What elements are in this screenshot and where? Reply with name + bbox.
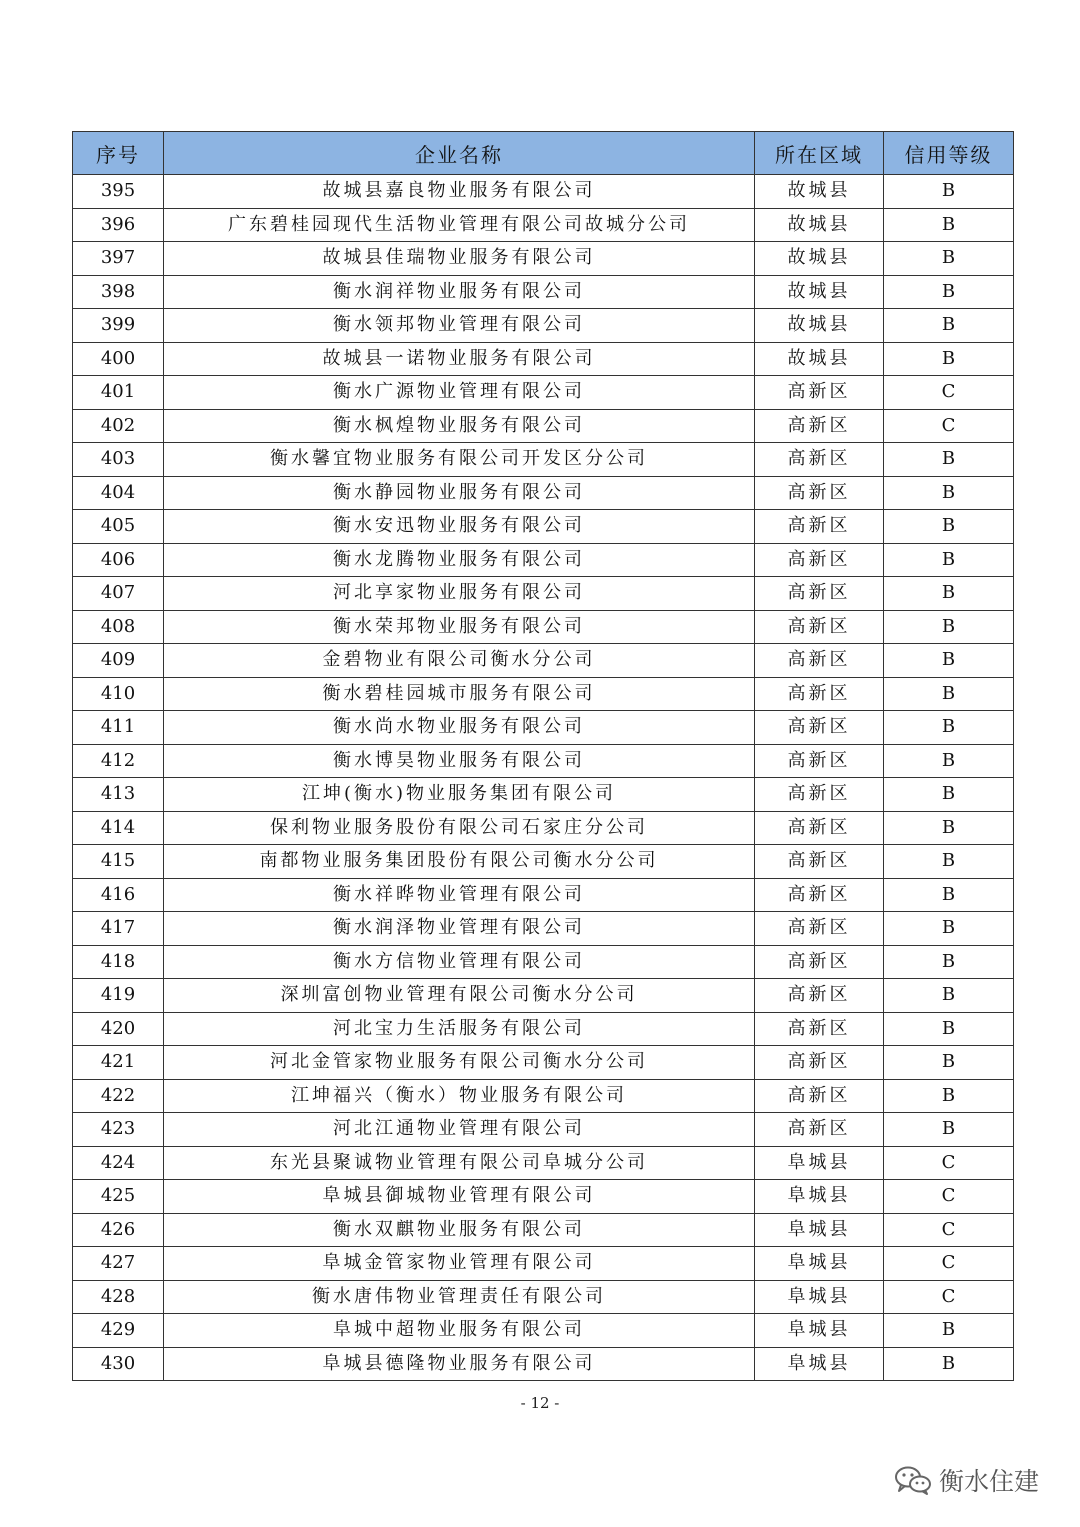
row-seq: 407 [73,577,164,611]
row-seq: 422 [73,1079,164,1113]
watermark-text: 衡水住建 [939,1467,1040,1496]
row-credit-grade: B [884,175,1014,209]
row-region: 高新区 [755,376,884,410]
row-company-name: 衡水润泽物业管理有限公司 [164,912,755,946]
row-credit-grade: B [884,610,1014,644]
row-region: 高新区 [755,845,884,879]
row-credit-grade: B [884,510,1014,544]
row-credit-grade: B [884,677,1014,711]
row-seq: 427 [73,1247,164,1281]
row-region: 高新区 [755,1113,884,1147]
row-company-name: 衡水龙腾物业服务有限公司 [164,543,755,577]
row-region: 高新区 [755,744,884,778]
row-company-name: 深圳富创物业管理有限公司衡水分公司 [164,979,755,1013]
row-company-name: 衡水安迅物业服务有限公司 [164,510,755,544]
row-seq: 426 [73,1213,164,1247]
row-region: 阜城县 [755,1280,884,1314]
row-seq: 423 [73,1113,164,1147]
table-row [73,409,1014,443]
row-region: 高新区 [755,409,884,443]
row-seq: 413 [73,778,164,812]
table-row [73,510,1014,544]
table-row [73,342,1014,376]
credit-rating-table [72,131,1014,1381]
row-credit-grade: B [884,577,1014,611]
row-seq: 425 [73,1180,164,1214]
row-company-name: 衡水广源物业管理有限公司 [164,376,755,410]
row-seq: 400 [73,342,164,376]
row-region: 阜城县 [755,1213,884,1247]
table-row [73,1146,1014,1180]
row-credit-grade: B [884,845,1014,879]
row-seq: 424 [73,1146,164,1180]
table-row [73,845,1014,879]
table-row [73,309,1014,343]
row-seq: 405 [73,510,164,544]
row-credit-grade: C [884,1280,1014,1314]
table-row [73,242,1014,276]
row-seq: 399 [73,309,164,343]
row-company-name: 江坤(衡水)物业服务集团有限公司 [164,778,755,812]
table-row [73,1314,1014,1348]
row-region: 故城县 [755,309,884,343]
header-seq: 序号 [73,132,164,175]
row-region: 高新区 [755,979,884,1013]
table-row [73,912,1014,946]
row-company-name: 衡水碧桂园城市服务有限公司 [164,677,755,711]
table-row [73,610,1014,644]
row-company-name: 故城县佳瑞物业服务有限公司 [164,242,755,276]
table-row [73,1079,1014,1113]
row-credit-grade: B [884,1113,1014,1147]
row-region: 高新区 [755,644,884,678]
table-row [73,744,1014,778]
row-company-name: 南都物业服务集团股份有限公司衡水分公司 [164,845,755,879]
row-credit-grade: B [884,778,1014,812]
row-seq: 396 [73,208,164,242]
row-region: 高新区 [755,912,884,946]
table-row [73,945,1014,979]
row-seq: 403 [73,443,164,477]
row-company-name: 衡水馨宜物业服务有限公司开发区分公司 [164,443,755,477]
row-company-name: 阜城县御城物业管理有限公司 [164,1180,755,1214]
row-company-name: 广东碧桂园现代生活物业管理有限公司故城分公司 [164,208,755,242]
table-row [73,677,1014,711]
row-seq: 408 [73,610,164,644]
row-company-name: 衡水尚水物业服务有限公司 [164,711,755,745]
row-region: 故城县 [755,208,884,242]
row-region: 高新区 [755,711,884,745]
row-credit-grade: C [884,1247,1014,1281]
row-company-name: 衡水静园物业服务有限公司 [164,476,755,510]
table-body [73,175,1014,1381]
row-seq: 409 [73,644,164,678]
watermark [893,1462,1039,1498]
row-credit-grade: B [884,945,1014,979]
row-company-name: 衡水枫煌物业服务有限公司 [164,409,755,443]
row-credit-grade: B [884,208,1014,242]
row-region: 高新区 [755,945,884,979]
row-region: 高新区 [755,1012,884,1046]
row-seq: 417 [73,912,164,946]
row-credit-grade: C [884,409,1014,443]
row-seq: 416 [73,878,164,912]
row-credit-grade: B [884,1347,1014,1381]
row-region: 高新区 [755,1079,884,1113]
row-region: 阜城县 [755,1347,884,1381]
row-company-name: 衡水双麒物业服务有限公司 [164,1213,755,1247]
table-row [73,1247,1014,1281]
row-company-name: 衡水方信物业管理有限公司 [164,945,755,979]
header-company-name: 企业名称 [164,132,755,175]
table-row [73,711,1014,745]
table-row [73,1213,1014,1247]
row-region: 故城县 [755,275,884,309]
row-region: 高新区 [755,510,884,544]
row-region: 高新区 [755,677,884,711]
table-row [73,644,1014,678]
row-region: 故城县 [755,242,884,276]
row-credit-grade: C [884,1180,1014,1214]
row-credit-grade: B [884,1314,1014,1348]
row-seq: 412 [73,744,164,778]
row-credit-grade: B [884,912,1014,946]
row-region: 阜城县 [755,1247,884,1281]
row-region: 故城县 [755,342,884,376]
row-seq: 420 [73,1012,164,1046]
table-row [73,275,1014,309]
row-region: 高新区 [755,778,884,812]
table-row [73,543,1014,577]
row-credit-grade: B [884,811,1014,845]
row-region: 高新区 [755,476,884,510]
row-company-name: 衡水荣邦物业服务有限公司 [164,610,755,644]
table-row [73,778,1014,812]
table-row [73,208,1014,242]
row-seq: 429 [73,1314,164,1348]
row-seq: 397 [73,242,164,276]
page-number: - 12 - [520,1394,560,1412]
row-seq: 418 [73,945,164,979]
table-row [73,1280,1014,1314]
row-credit-grade: B [884,744,1014,778]
row-company-name: 故城县嘉良物业服务有限公司 [164,175,755,209]
row-company-name: 故城县一诺物业服务有限公司 [164,342,755,376]
row-company-name: 河北享家物业服务有限公司 [164,577,755,611]
row-company-name: 河北宝力生活服务有限公司 [164,1012,755,1046]
table-header [73,132,1014,175]
row-region: 高新区 [755,811,884,845]
row-company-name: 江坤福兴（衡水）物业服务有限公司 [164,1079,755,1113]
table-row [73,1347,1014,1381]
table-row [73,175,1014,209]
row-seq: 414 [73,811,164,845]
row-seq: 402 [73,409,164,443]
row-region: 阜城县 [755,1146,884,1180]
row-company-name: 河北江通物业管理有限公司 [164,1113,755,1147]
row-company-name: 衡水唐伟物业管理责任有限公司 [164,1280,755,1314]
table-row [73,376,1014,410]
row-region: 阜城县 [755,1314,884,1348]
row-seq: 421 [73,1046,164,1080]
header-region: 所在区域 [755,132,884,175]
row-credit-grade: B [884,476,1014,510]
row-seq: 430 [73,1347,164,1381]
row-region: 高新区 [755,543,884,577]
row-credit-grade: B [884,342,1014,376]
row-company-name: 河北金管家物业服务有限公司衡水分公司 [164,1046,755,1080]
row-credit-grade: B [884,242,1014,276]
table-row [73,878,1014,912]
row-region: 高新区 [755,577,884,611]
row-region: 高新区 [755,878,884,912]
row-company-name: 衡水润祥物业服务有限公司 [164,275,755,309]
row-seq: 406 [73,543,164,577]
row-credit-grade: B [884,1012,1014,1046]
row-company-name: 衡水领邦物业管理有限公司 [164,309,755,343]
row-credit-grade: B [884,979,1014,1013]
row-seq: 428 [73,1280,164,1314]
row-seq: 411 [73,711,164,745]
table-row [73,1180,1014,1214]
row-seq: 415 [73,845,164,879]
table-row [73,811,1014,845]
row-seq: 419 [73,979,164,1013]
row-company-name: 保利物业服务股份有限公司石家庄分公司 [164,811,755,845]
table-row [73,1012,1014,1046]
row-company-name: 阜城金管家物业管理有限公司 [164,1247,755,1281]
wechat-icon [893,1464,933,1496]
table-row [73,476,1014,510]
row-seq: 404 [73,476,164,510]
row-seq: 395 [73,175,164,209]
row-region: 阜城县 [755,1180,884,1214]
row-credit-grade: B [884,1079,1014,1113]
row-credit-grade: B [884,275,1014,309]
row-company-name: 阜城中超物业服务有限公司 [164,1314,755,1348]
row-seq: 410 [73,677,164,711]
row-credit-grade: B [884,309,1014,343]
row-region: 故城县 [755,175,884,209]
row-region: 高新区 [755,610,884,644]
row-credit-grade: B [884,711,1014,745]
row-credit-grade: B [884,878,1014,912]
row-company-name: 衡水祥晔物业管理有限公司 [164,878,755,912]
table-row [73,1113,1014,1147]
row-credit-grade: B [884,543,1014,577]
row-company-name: 金碧物业有限公司衡水分公司 [164,644,755,678]
header-row [73,132,1014,175]
table-row [73,979,1014,1013]
row-credit-grade: B [884,1046,1014,1080]
row-credit-grade: B [884,644,1014,678]
row-credit-grade: C [884,1146,1014,1180]
table-row [73,1046,1014,1080]
header-credit-grade: 信用等级 [884,132,1014,175]
row-seq: 401 [73,376,164,410]
row-region: 高新区 [755,443,884,477]
row-company-name: 衡水博昊物业服务有限公司 [164,744,755,778]
row-credit-grade: C [884,1213,1014,1247]
row-credit-grade: C [884,376,1014,410]
row-company-name: 阜城县德隆物业服务有限公司 [164,1347,755,1381]
row-seq: 398 [73,275,164,309]
row-credit-grade: B [884,443,1014,477]
table-row [73,443,1014,477]
row-region: 高新区 [755,1046,884,1080]
row-company-name: 东光县聚诚物业管理有限公司阜城分公司 [164,1146,755,1180]
table-row [73,577,1014,611]
